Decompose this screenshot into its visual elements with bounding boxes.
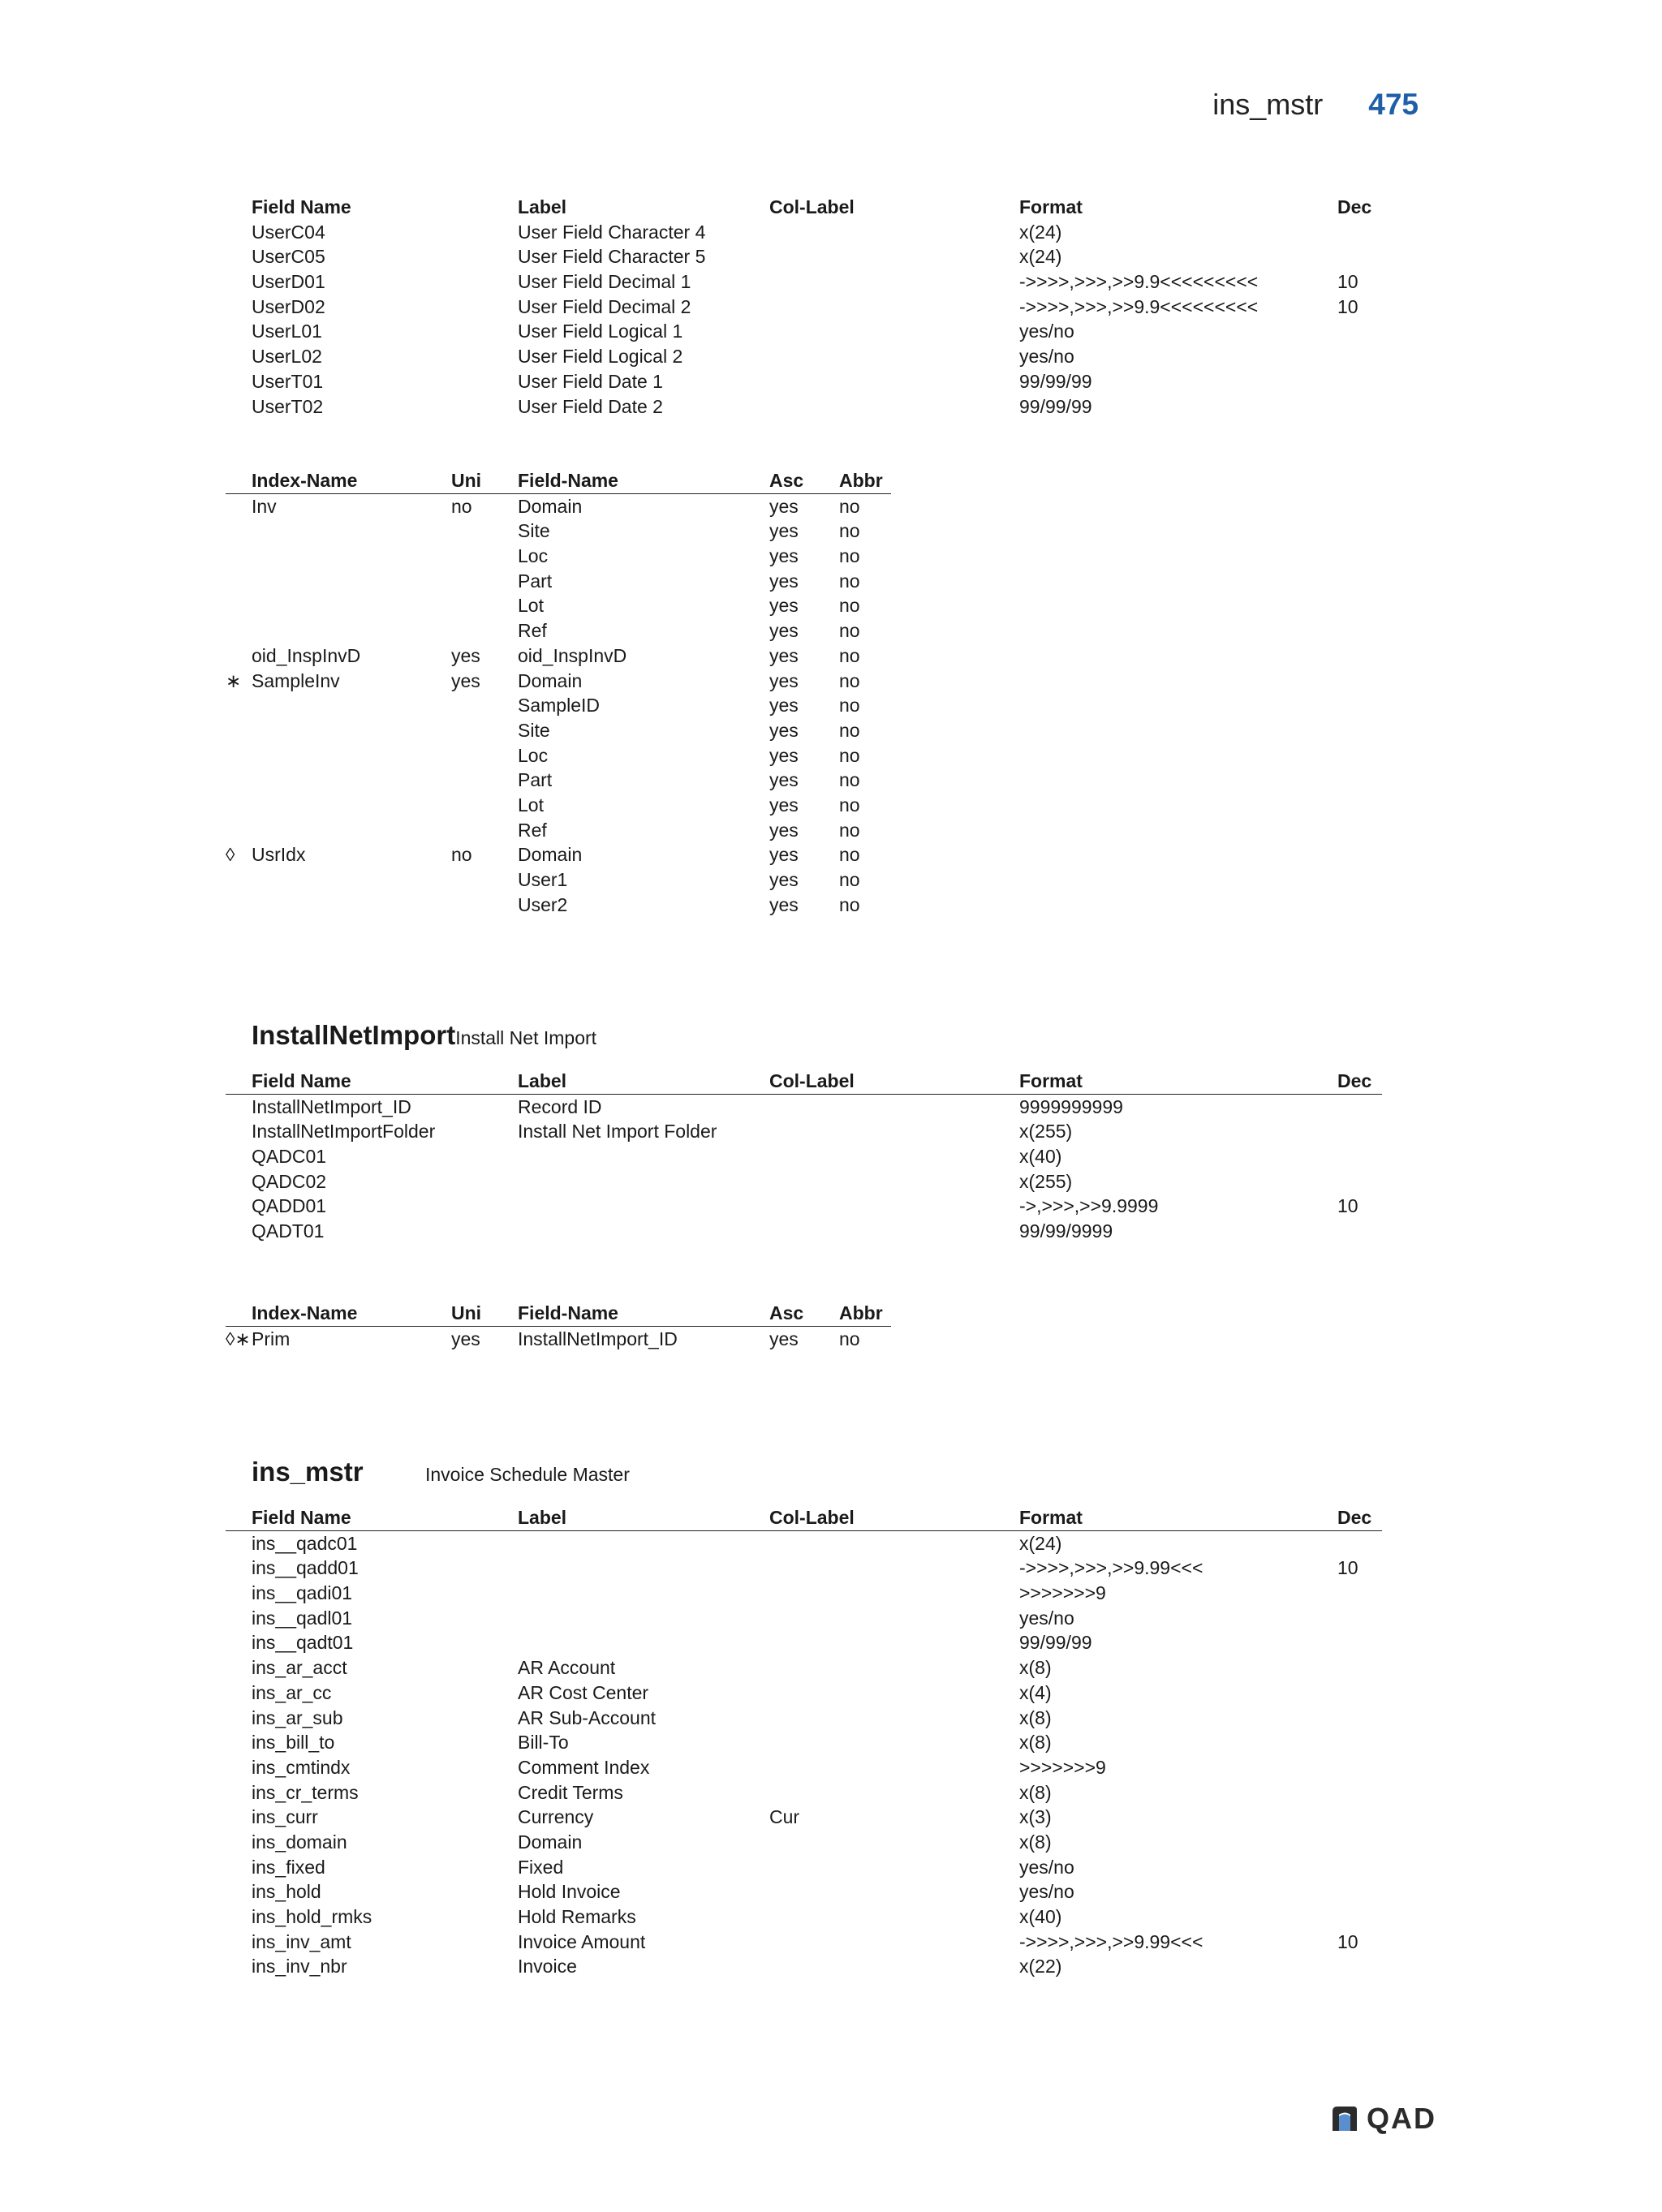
index-abbr: no: [839, 495, 860, 517]
table-title: InstallNetImport: [252, 1020, 456, 1050]
field-label: Invoice Amount: [518, 1930, 646, 1952]
field-format: >>>>>>>9: [1019, 1582, 1106, 1604]
field-format: x(8): [1019, 1706, 1052, 1728]
field-row: [226, 1119, 1382, 1144]
field-row: [226, 1630, 1382, 1655]
index-row: [226, 793, 891, 818]
field-label: Install Net Import Folder: [518, 1121, 717, 1143]
field-format: x(8): [1019, 1781, 1052, 1803]
field-format: x(22): [1019, 1956, 1062, 1977]
field-label: User Field Date 2: [518, 395, 663, 417]
field-label: Comment Index: [518, 1756, 650, 1778]
index-field-name: Site: [518, 719, 550, 741]
field-format: ->>>>,>>>,>>9.99<<<: [1019, 1930, 1203, 1952]
ins-mstr-heading: [252, 1457, 630, 1487]
index-abbr: no: [839, 744, 860, 766]
field-label: Domain: [518, 1831, 583, 1853]
index-row: [226, 867, 891, 893]
col-field-name: Field Name: [252, 196, 351, 217]
field-label: AR Account: [518, 1657, 616, 1679]
field-format: ->,>>>,>>9.9999: [1019, 1195, 1159, 1217]
field-name: UserL01: [252, 321, 322, 342]
field-label: Bill-To: [518, 1732, 569, 1754]
field-format: >>>>>>>9: [1019, 1756, 1106, 1778]
field-row: [226, 1706, 1382, 1731]
index-unique: no: [451, 495, 472, 517]
field-row: [226, 1780, 1382, 1805]
index-abbr: no: [839, 869, 860, 890]
field-name: ins_inv_nbr: [252, 1956, 347, 1977]
index-abbr: no: [839, 769, 860, 791]
index-unique: no: [451, 844, 472, 866]
field-label: User Field Logical 1: [518, 321, 683, 342]
col-col-label: Col-Label: [769, 196, 855, 217]
index-abbr: no: [839, 893, 860, 915]
index-abbr: no: [839, 844, 860, 866]
index-asc: yes: [769, 595, 799, 617]
index-asc: yes: [769, 495, 799, 517]
index-marker: ◊: [226, 844, 235, 866]
index-row: [226, 669, 891, 694]
index-asc: yes: [769, 570, 799, 592]
field-row: [226, 1606, 1382, 1631]
index-asc: yes: [769, 794, 799, 816]
field-name: ins_ar_acct: [252, 1657, 347, 1679]
field-format: yes/no: [1019, 1607, 1074, 1629]
field-name: QADC01: [252, 1146, 327, 1168]
field-name: ins_bill_to: [252, 1732, 335, 1754]
field-label: AR Sub-Account: [518, 1706, 657, 1728]
index-row: [226, 519, 891, 544]
index-field-name: Domain: [518, 669, 583, 691]
field-row: [226, 1805, 1382, 1830]
index-row: [226, 1327, 891, 1352]
field-format: yes/no: [1019, 346, 1074, 368]
field-format: x(24): [1019, 1532, 1062, 1554]
installnetimport-index-table: [226, 1301, 891, 1351]
field-format: yes/no: [1019, 1881, 1074, 1903]
index-abbr: no: [839, 520, 860, 542]
field-name: UserD01: [252, 271, 325, 293]
field-name: ins_cmtindx: [252, 1756, 351, 1778]
col-dec: Dec: [1337, 1070, 1372, 1091]
field-dec: 10: [1337, 1557, 1358, 1579]
table-description: Install Net Import: [455, 1027, 597, 1048]
index-field-name: SampleID: [518, 695, 600, 717]
index-row: [226, 569, 891, 594]
field-row: [226, 1095, 1382, 1120]
field-table-header: [226, 1069, 1382, 1095]
field-row: [226, 1219, 1382, 1244]
index-name: UsrIdx: [252, 844, 306, 866]
index-asc: yes: [769, 545, 799, 567]
field-name: QADT01: [252, 1220, 325, 1242]
col-col-label: Col-Label: [769, 1070, 855, 1091]
field-name: ins_domain: [252, 1831, 347, 1853]
index-unique: yes: [451, 669, 480, 691]
field-table-header: [226, 1505, 1382, 1531]
field-format: 99/99/99: [1019, 1632, 1092, 1654]
index-asc: yes: [769, 719, 799, 741]
field-format: x(24): [1019, 246, 1062, 268]
field-format: x(24): [1019, 221, 1062, 243]
field-row: [226, 1581, 1382, 1606]
index-field-name: Lot: [518, 595, 544, 617]
field-format: 9999999999: [1019, 1095, 1123, 1117]
field-row: [226, 1904, 1382, 1930]
field-dec: 10: [1337, 271, 1358, 293]
index-row: [226, 643, 891, 669]
index-name: SampleInv: [252, 669, 340, 691]
index-field-name: Loc: [518, 545, 549, 567]
running-title: ins_mstr: [1212, 88, 1324, 121]
col-index-field-name: Field-Name: [518, 470, 618, 491]
index-abbr: no: [839, 1328, 860, 1349]
index-row: [226, 768, 891, 793]
index-field-name: User1: [518, 869, 568, 890]
field-label: Invoice: [518, 1956, 577, 1977]
field-row: [226, 1556, 1382, 1581]
index-marker: ◊∗: [226, 1328, 251, 1349]
index-asc: yes: [769, 1328, 799, 1349]
installnetimport-fields-table: [226, 1069, 1382, 1244]
field-label: Hold Invoice: [518, 1881, 621, 1903]
index-row: [226, 842, 891, 867]
index-field-name: Loc: [518, 744, 549, 766]
index-field-name: Domain: [518, 495, 583, 517]
field-row: [226, 1531, 1382, 1556]
index-table-header: [226, 1301, 891, 1327]
index-marker: ∗: [226, 669, 242, 691]
col-uni: Uni: [451, 470, 482, 491]
field-label: User Field Logical 2: [518, 346, 683, 368]
field-label: Hold Remarks: [518, 1906, 636, 1927]
index-abbr: no: [839, 719, 860, 741]
index-name: Inv: [252, 495, 277, 517]
index-field-name: Lot: [518, 794, 544, 816]
col-label: Label: [518, 196, 567, 217]
field-format: ->>>>,>>>,>>9.99<<<: [1019, 1557, 1203, 1579]
field-format: yes/no: [1019, 321, 1074, 342]
field-name: InstallNetImportFolder: [252, 1121, 436, 1143]
field-name: ins__qadl01: [252, 1607, 353, 1629]
field-format: yes/no: [1019, 1856, 1074, 1878]
index-abbr: no: [839, 570, 860, 592]
field-name: UserL02: [252, 346, 322, 368]
index-asc: yes: [769, 819, 799, 841]
field-name: ins_fixed: [252, 1856, 325, 1878]
field-format: x(40): [1019, 1906, 1062, 1927]
field-label: AR Cost Center: [518, 1681, 649, 1703]
index-name: oid_InspInvD: [252, 644, 361, 666]
index-field-name: Domain: [518, 844, 583, 866]
col-index-field-name: Field-Name: [518, 1302, 618, 1323]
field-format: x(3): [1019, 1806, 1052, 1828]
index-unique: yes: [451, 1328, 480, 1349]
col-index-name: Index-Name: [252, 470, 358, 491]
field-label: User Field Character 5: [518, 246, 706, 268]
field-name: ins__qadi01: [252, 1582, 353, 1604]
field-name: ins_curr: [252, 1806, 318, 1828]
index-row: [226, 593, 891, 618]
col-asc: Asc: [769, 470, 804, 491]
field-label: Record ID: [518, 1095, 602, 1117]
field-name: ins__qadt01: [252, 1632, 354, 1654]
field-col-label: Cur: [769, 1806, 800, 1828]
index-table-header: [226, 468, 891, 494]
index-asc: yes: [769, 520, 799, 542]
index-asc: yes: [769, 844, 799, 866]
index-field-name: Part: [518, 769, 553, 791]
field-name: UserC05: [252, 246, 325, 268]
field-dec: 10: [1337, 1195, 1358, 1217]
col-format: Format: [1019, 1507, 1083, 1528]
index-row: [226, 618, 891, 643]
field-name: ins_ar_sub: [252, 1706, 343, 1728]
index-abbr: no: [839, 695, 860, 717]
field-label: User Field Decimal 2: [518, 295, 691, 317]
col-dec: Dec: [1337, 1507, 1372, 1528]
index-asc: yes: [769, 669, 799, 691]
qad-logo-icon: [1329, 2103, 1360, 2134]
field-name: ins_hold_rmks: [252, 1906, 372, 1927]
field-label: Currency: [518, 1806, 594, 1828]
field-row: [226, 1930, 1382, 1955]
col-index-name: Index-Name: [252, 1302, 358, 1323]
col-uni: Uni: [451, 1302, 482, 1323]
field-name: ins__qadc01: [252, 1532, 358, 1554]
field-row: [226, 1879, 1382, 1904]
col-abbr: Abbr: [839, 470, 883, 491]
field-name: ins_ar_cc: [252, 1681, 332, 1703]
field-label: User Field Decimal 1: [518, 271, 691, 293]
col-format: Format: [1019, 1070, 1083, 1091]
field-name: ins__qadd01: [252, 1557, 359, 1579]
field-format: x(4): [1019, 1681, 1052, 1703]
field-format: ->>>>,>>>,>>9.9<<<<<<<<<: [1019, 271, 1259, 293]
col-format: Format: [1019, 196, 1083, 217]
field-format: x(40): [1019, 1146, 1062, 1168]
col-field-name: Field Name: [252, 1507, 351, 1528]
index-abbr: no: [839, 819, 860, 841]
page-header: [1212, 88, 1419, 122]
field-format: x(255): [1019, 1170, 1073, 1192]
field-row: [226, 1681, 1382, 1706]
index-asc: yes: [769, 869, 799, 890]
field-format: 99/99/99: [1019, 395, 1092, 417]
field-format: x(8): [1019, 1732, 1052, 1754]
field-name: ins_inv_amt: [252, 1930, 351, 1952]
index-field-name: Ref: [518, 819, 547, 841]
field-label: User Field Character 4: [518, 221, 706, 243]
index-row: [226, 893, 891, 918]
index-field-name: Ref: [518, 620, 547, 642]
table-description: Invoice Schedule Master: [425, 1464, 630, 1485]
col-label: Label: [518, 1070, 567, 1091]
col-label: Label: [518, 1507, 567, 1528]
index-field-name: User2: [518, 893, 568, 915]
field-format: 99/99/9999: [1019, 1220, 1113, 1242]
field-dec: 10: [1337, 295, 1358, 317]
index-asc: yes: [769, 893, 799, 915]
field-label: User Field Date 1: [518, 370, 663, 392]
index-field-name: InstallNetImport_ID: [518, 1328, 678, 1349]
table-title: ins_mstr: [252, 1457, 364, 1487]
inspinv-index-table: [226, 468, 891, 917]
field-format: 99/99/99: [1019, 370, 1092, 392]
col-dec: Dec: [1337, 196, 1372, 217]
field-format: x(8): [1019, 1831, 1052, 1853]
index-name: Prim: [252, 1328, 291, 1349]
index-row: [226, 693, 891, 718]
index-abbr: no: [839, 644, 860, 666]
index-abbr: no: [839, 620, 860, 642]
field-row: [226, 1144, 1382, 1169]
field-format: x(8): [1019, 1657, 1052, 1679]
field-row: [226, 1954, 1382, 1979]
index-field-name: Site: [518, 520, 550, 542]
field-name: ins_cr_terms: [252, 1781, 359, 1803]
field-format: ->>>>,>>>,>>9.9<<<<<<<<<: [1019, 295, 1259, 317]
field-name: UserD02: [252, 295, 325, 317]
field-name: UserT01: [252, 370, 324, 392]
field-dec: 10: [1337, 1930, 1358, 1952]
field-name: ins_hold: [252, 1881, 321, 1903]
field-label: Credit Terms: [518, 1781, 623, 1803]
field-label: Fixed: [518, 1856, 564, 1878]
field-format: x(255): [1019, 1121, 1073, 1143]
field-name: UserC04: [252, 221, 325, 243]
col-asc: Asc: [769, 1302, 804, 1323]
index-asc: yes: [769, 620, 799, 642]
index-abbr: no: [839, 595, 860, 617]
field-row: [226, 1169, 1382, 1194]
field-name: UserT02: [252, 395, 324, 417]
index-abbr: no: [839, 545, 860, 567]
index-abbr: no: [839, 669, 860, 691]
ins-mstr-fields-table: [226, 1505, 1382, 1979]
index-field-name: Part: [518, 570, 553, 592]
installnetimport-heading: [252, 1020, 596, 1051]
index-asc: yes: [769, 695, 799, 717]
index-row: [226, 544, 891, 569]
col-abbr: Abbr: [839, 1302, 883, 1323]
page-number: 475: [1368, 88, 1419, 121]
index-unique: yes: [451, 644, 480, 666]
index-field-name: oid_InspInvD: [518, 644, 627, 666]
field-row: [226, 1655, 1382, 1681]
field-name: InstallNetImport_ID: [252, 1095, 411, 1117]
col-field-name: Field Name: [252, 1070, 351, 1091]
logo-text: QAD: [1367, 2102, 1436, 2135]
field-row: [226, 1855, 1382, 1880]
qad-logo: [1329, 2102, 1436, 2136]
index-row: [226, 718, 891, 743]
index-row: [226, 494, 891, 519]
index-row: [226, 743, 891, 768]
field-row: [226, 1730, 1382, 1755]
index-asc: yes: [769, 744, 799, 766]
index-row: [226, 818, 891, 843]
index-asc: yes: [769, 769, 799, 791]
field-name: QADD01: [252, 1195, 327, 1217]
index-abbr: no: [839, 794, 860, 816]
col-col-label: Col-Label: [769, 1507, 855, 1528]
index-asc: yes: [769, 644, 799, 666]
field-row: [226, 1194, 1382, 1219]
field-row: [226, 1755, 1382, 1780]
field-name: QADC02: [252, 1170, 327, 1192]
field-row: [226, 1830, 1382, 1855]
